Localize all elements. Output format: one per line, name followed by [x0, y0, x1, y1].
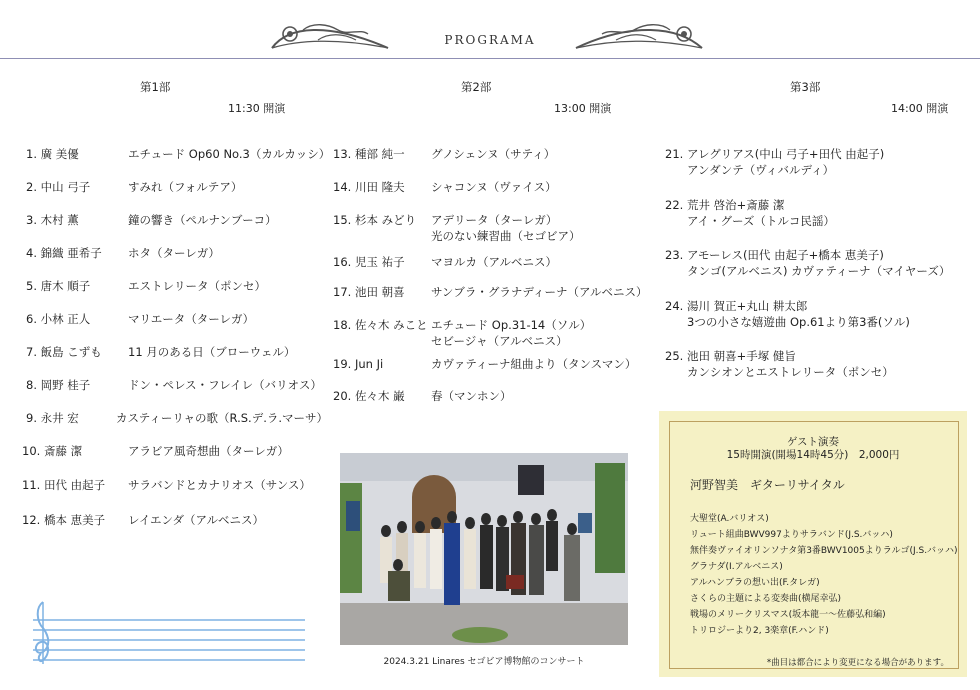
part3-time: 14:00 開演 — [891, 102, 949, 115]
piece: 春（マンホン） — [431, 389, 512, 403]
piece: エストレリータ（ポンセ） — [128, 279, 266, 293]
performer: 4. 錦織 亜希子 — [26, 246, 102, 260]
performer: 8. 岡野 桂子 — [26, 378, 91, 392]
piece-second: セビージャ（アルベニス） — [431, 334, 568, 348]
part1-label: 第1部 — [140, 80, 171, 94]
piece: マヨルカ（アルベニス） — [431, 255, 558, 269]
performer: 15. 杉本 みどり — [333, 213, 417, 227]
piece: 11 月のある日（ブローウェル） — [128, 345, 296, 359]
performer: 2. 中山 弓子 — [26, 180, 91, 194]
guest-piece: 戦場のメリークリスマス(坂本龍一〜佐藤弘和編) — [690, 610, 886, 620]
performer: 5. 唐木 順子 — [26, 279, 91, 293]
performer: 3. 木村 薫 — [26, 213, 79, 227]
piece: アラビア風奇想曲（ターレガ） — [128, 444, 289, 458]
performer: 11. 田代 由起子 — [22, 478, 106, 492]
performer: 19. Jun Ji — [333, 357, 384, 371]
part2-label: 第2部 — [461, 80, 492, 94]
piece: エチュード Op.31-14（ソル） — [431, 318, 592, 332]
line2: 3つの小さな嬉遊曲 Op.61より第3番(ソル) — [687, 315, 910, 329]
piece: グノシェンヌ（サティ） — [431, 147, 556, 161]
part1-time: 11:30 開演 — [228, 102, 286, 115]
guest-note: *曲目は都合により変更になる場合があります。 — [766, 658, 949, 668]
line1: 22. 荒井 啓治+斎藤 潔 — [665, 198, 785, 212]
line2: アイ・グーズ（トルコ民謡） — [687, 214, 835, 228]
performer: 13. 種部 純一 — [333, 147, 405, 161]
header-rule — [0, 58, 980, 59]
piece: シャコンヌ（ヴァイス） — [431, 180, 557, 194]
piece: サラバンドとカナリオス（サンス） — [128, 478, 311, 492]
part3-label: 第3部 — [790, 80, 821, 94]
line2: タンゴ(アルベニス) カヴァティーナ（マイヤーズ） — [687, 264, 951, 278]
piece: カヴァティーナ組曲より（タンスマン） — [431, 357, 637, 371]
guest-info: 15時開演(開場14時45分) 2,000円 — [726, 449, 900, 461]
performer: 16. 児玉 祐子 — [333, 255, 405, 269]
piece: ホタ（ターレガ） — [128, 246, 220, 260]
piece: ドン・ペレス・フレイレ（バリオス） — [128, 378, 322, 392]
photo-caption: 2024.3.21 Linares セゴビア博物館のコンサート — [383, 657, 585, 667]
piece-second: 光のない練習曲（セゴビア） — [431, 229, 581, 243]
line2: アンダンテ（ヴィバルディ） — [687, 163, 835, 177]
line1: 25. 池田 朝喜+手塚 健旨 — [665, 349, 796, 363]
performer: 14. 川田 隆夫 — [333, 180, 405, 194]
guest-piece: 大聖堂(A.バリオス) — [690, 514, 769, 524]
guest-piece: トリロジーより2, 3楽章(F.ハンド) — [690, 626, 829, 636]
piece: レイエンダ（アルベニス） — [128, 513, 265, 527]
guest-piece: さくらの主題による変奏曲(横尾幸弘) — [690, 594, 842, 604]
piece: カスティーリャの歌（R.S.デ.ラ.マーサ） — [116, 411, 329, 425]
piece: エチュード Op60 No.3（カルカッシ） — [128, 147, 331, 161]
line2: カンシオンとエストレリータ（ポンセ） — [687, 365, 894, 379]
music-staff-icon — [25, 598, 305, 668]
piece: 鐘の響き（ペルナンブーコ） — [128, 213, 277, 227]
piece: すみれ（フォルテア） — [128, 180, 243, 194]
performer: 17. 池田 朝喜 — [333, 285, 405, 299]
performer: 6. 小林 正人 — [26, 312, 91, 326]
performer: 9. 永井 宏 — [26, 411, 79, 425]
line1: 21. アレグリアス(中山 弓子+田代 由起子) — [665, 147, 885, 161]
piece: サンブラ・グラナディーナ（アルベニス） — [431, 285, 648, 299]
guest-title: ゲスト演奏 — [786, 436, 840, 448]
guest-piece: リュート組曲BWV997よりサラバンド(J.S.バッハ) — [690, 530, 893, 540]
performer: 10. 斎藤 潔 — [22, 444, 83, 458]
left-ornament-icon — [268, 18, 393, 56]
right-ornament-icon — [572, 18, 707, 56]
performer: 1. 廣 美優 — [26, 147, 79, 161]
line1: 23. アモーレス(田代 由起子+橋本 恵美子) — [665, 248, 884, 262]
guest-piece: グラナダ(I.アルベニス) — [690, 562, 783, 572]
guest-piece: アルハンブラの想い出(F.タレガ) — [690, 578, 820, 588]
piece: マリエータ（ターレガ） — [128, 312, 255, 326]
page-title: PROGRAMA — [444, 33, 536, 47]
piece: アデリータ（ターレガ） — [431, 213, 558, 227]
line1: 24. 湯川 賀正+丸山 耕太郎 — [665, 299, 808, 313]
concert-photo — [340, 453, 628, 645]
guest-performer: 河野智美 ギターリサイタル — [690, 478, 845, 492]
performer: 20. 佐々木 巌 — [333, 389, 405, 403]
guest-piece: 無伴奏ヴァイオリンソナタ第3番BWV1005よりラルゴ(J.S.バッハ) — [690, 546, 958, 556]
group-photo-image — [340, 453, 628, 645]
performer: 12. 橋本 恵美子 — [22, 513, 106, 527]
performer: 7. 飯島 こずも — [26, 345, 102, 359]
part2-time: 13:00 開演 — [554, 102, 612, 115]
performer: 18. 佐々木 みこと — [333, 318, 428, 332]
